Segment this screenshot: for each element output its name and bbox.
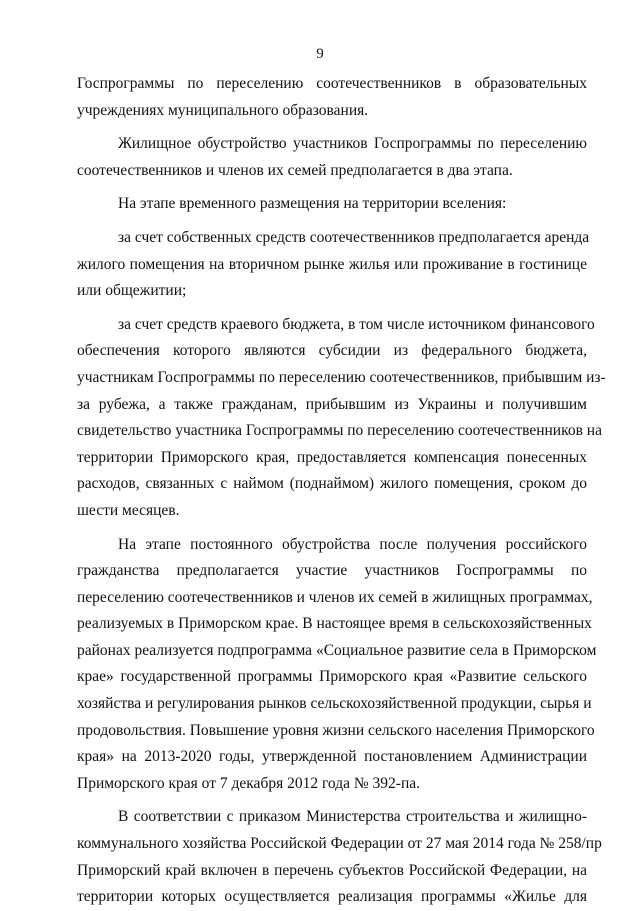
body-text — [77, 71, 606, 911]
text-line: хозяйства и регулирования рынков сельскохозяйственной продукции, сырья и — [77, 695, 592, 713]
text-line: коммунального хозяйства Российской Федерации от 27 мая 2014 года № 258/пр — [77, 835, 602, 853]
text-line: обеспечения которого являются субсидии из федерального бюджета, — [77, 342, 587, 360]
paragraph-gap — [77, 218, 587, 225]
text-line: районах реализуется подпрограмма «Социальное развитие села в Приморском — [77, 641, 597, 659]
text-line: крае» государственной программы Приморского края «Развитие сельского — [77, 668, 587, 686]
text-line: учреждениях муниципального образования. — [77, 101, 369, 119]
paragraph — [77, 532, 597, 798]
paragraph — [77, 312, 606, 525]
text-line: реализуемых в Приморском крае. В настоящее время в сельскохозяйственных — [77, 615, 592, 633]
text-line: Приморского края от 7 декабря 2012 года № 392-па. — [77, 774, 420, 792]
paragraph — [77, 804, 602, 910]
text-line: Жилищное обустройство участников Госпрограммы по переселению — [118, 135, 587, 153]
text-line: за рубежа, а также гражданам, прибывшим из Украины и получившим — [77, 395, 587, 413]
text-line: расходов, связанных с наймом (поднаймом) жилого помещения, сроком до — [77, 475, 587, 493]
text-line: края» на 2013-2020 годы, утвержденной постановлением Администрации — [77, 748, 587, 766]
text-line: гражданства предполагается участие участников Госпрограммы по — [77, 562, 587, 580]
paragraph-gap — [77, 797, 587, 804]
text-line: территории Приморского края, предоставляется компенсация понесенных — [77, 448, 587, 466]
paragraph — [77, 71, 587, 124]
paragraph-gap — [77, 305, 587, 312]
text-line: или общежитии; — [77, 282, 187, 300]
paragraph — [77, 225, 590, 305]
text-line: соотечественников и членов их семей предполагается в два этапа. — [77, 161, 513, 179]
text-line: переселению соотечественников и членов их семей в жилищных программах, — [77, 588, 593, 606]
paragraph-gap — [77, 184, 587, 191]
text-line: Госпрограммы по переселению соотечественников в образовательных — [77, 75, 587, 92]
text-line: жилого помещения на вторичном рынке жилья или проживание в гостинице — [77, 255, 587, 273]
paragraph — [77, 191, 587, 218]
text-line: шести месяцев. — [77, 501, 180, 519]
text-line: Приморский край включен в перечень субъектов Российской Федерации, на — [77, 861, 587, 879]
text-line: участникам Госпрограммы по переселению соотечественников, прибывшим из- — [77, 368, 606, 386]
text-line: за счет собственных средств соотечественников предполагается аренда — [118, 228, 590, 246]
paragraph-gap — [77, 124, 587, 131]
text-line: продовольствия. Повышение уровня жизни сельского населения Приморского — [77, 721, 595, 739]
text-line: На этапе временного размещения на территории вселения: — [118, 195, 507, 213]
text-line: На этапе постоянного обустройства после получения российского — [118, 535, 587, 553]
paragraph — [77, 131, 587, 184]
text-line: территории которых осуществляется реализация программы «Жилье для — [77, 888, 587, 906]
page-number: 9 — [316, 46, 324, 62]
paragraph-gap — [77, 525, 587, 532]
text-line: за счет средств краевого бюджета, в том числе источником финансового — [118, 315, 595, 333]
text-line: В соответствии с приказом Министерства строительства и жилищно- — [118, 808, 587, 826]
text-line: свидетельство участника Госпрограммы по переселению соотечественников на — [77, 422, 602, 440]
